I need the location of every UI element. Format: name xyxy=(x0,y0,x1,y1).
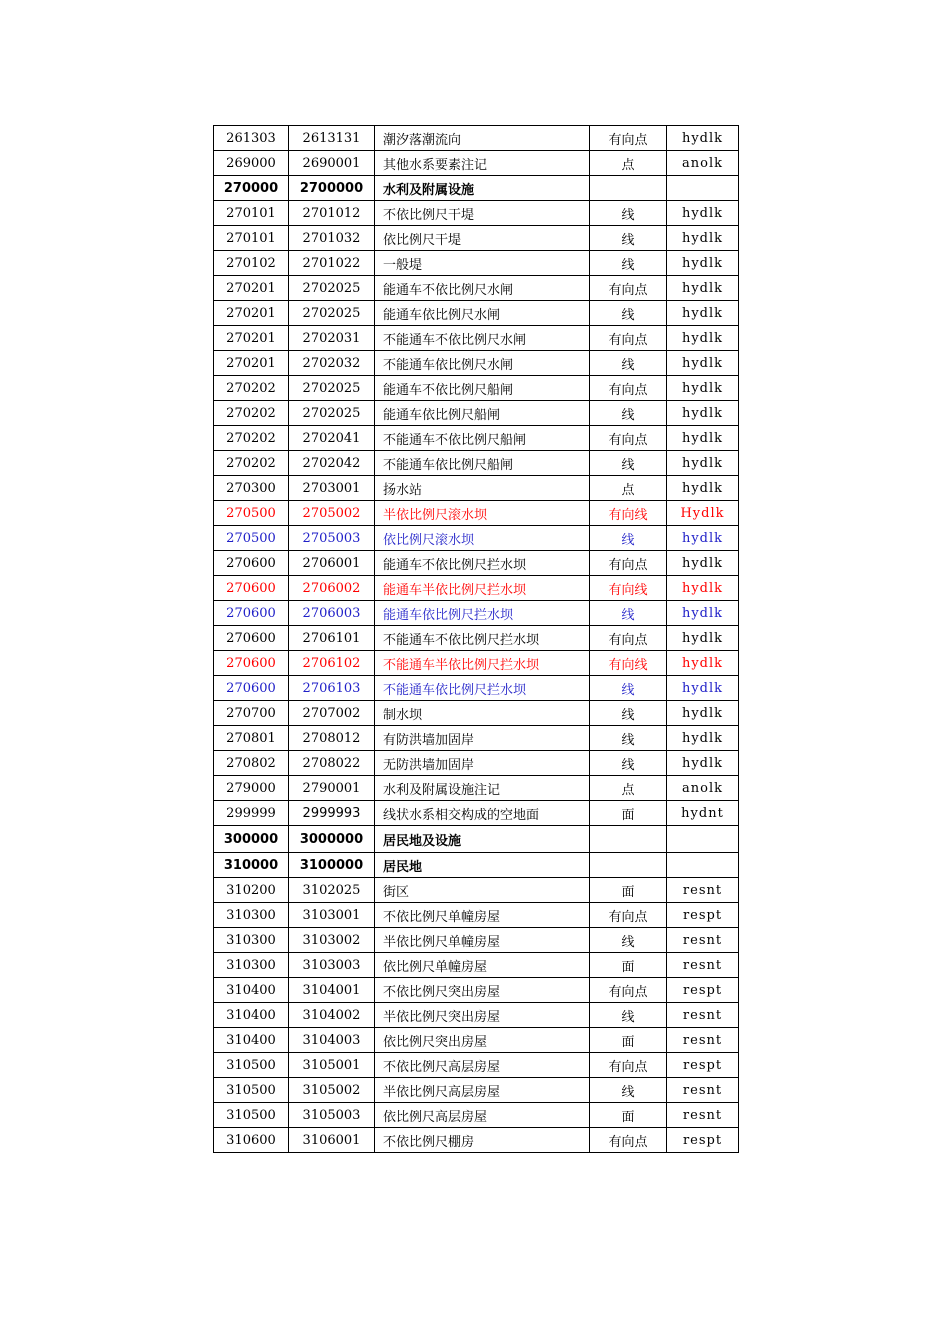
class-code-cell: 270101 xyxy=(214,226,289,251)
feature-id-cell: 3105003 xyxy=(289,1103,375,1128)
feature-name-cell: 半依比例尺滚水坝 xyxy=(375,501,590,526)
table-row xyxy=(214,978,739,1003)
layer-name-cell: hydlk xyxy=(667,526,739,551)
feature-id-cell: 2706002 xyxy=(289,576,375,601)
layer-name-cell: hydlk xyxy=(667,226,739,251)
feature-id-cell: 2702031 xyxy=(289,326,375,351)
layer-name-cell xyxy=(667,826,739,853)
feature-id-cell: 2690001 xyxy=(289,151,375,176)
class-code-cell: 270700 xyxy=(214,701,289,726)
class-code-cell: 310600 xyxy=(214,1128,289,1153)
feature-id-cell: 2706001 xyxy=(289,551,375,576)
layer-name-cell: hydlk xyxy=(667,451,739,476)
layer-name-cell: resnt xyxy=(667,928,739,953)
feature-id-cell: 2702025 xyxy=(289,401,375,426)
feature-id-cell: 2702025 xyxy=(289,301,375,326)
layer-name-cell: resnt xyxy=(667,1103,739,1128)
feature-id-cell: 3103001 xyxy=(289,903,375,928)
geometry-type-cell: 有向线 xyxy=(590,501,667,526)
geometry-type-cell: 点 xyxy=(590,476,667,501)
table-row xyxy=(214,751,739,776)
feature-name-cell: 能通车不依比例尺拦水坝 xyxy=(375,551,590,576)
feature-id-cell: 3105002 xyxy=(289,1078,375,1103)
geometry-type-cell: 线 xyxy=(590,226,667,251)
geometry-type-cell: 线 xyxy=(590,301,667,326)
table-row xyxy=(214,226,739,251)
table-row xyxy=(214,401,739,426)
class-code-cell: 270300 xyxy=(214,476,289,501)
layer-name-cell: hydlk xyxy=(667,701,739,726)
feature-id-cell: 3106001 xyxy=(289,1128,375,1153)
feature-id-cell: 3104001 xyxy=(289,978,375,1003)
geometry-type-cell: 有向点 xyxy=(590,126,667,151)
feature-name-cell: 居民地 xyxy=(375,853,590,878)
layer-name-cell: hydlk xyxy=(667,676,739,701)
table-row xyxy=(214,376,739,401)
table-row xyxy=(214,126,739,151)
feature-name-cell: 制水坝 xyxy=(375,701,590,726)
table-row xyxy=(214,776,739,801)
feature-name-cell: 不依比例尺单幢房屋 xyxy=(375,903,590,928)
feature-id-cell: 2706003 xyxy=(289,601,375,626)
class-code-cell: 261303 xyxy=(214,126,289,151)
layer-name-cell: hydlk xyxy=(667,476,739,501)
geometry-type-cell: 面 xyxy=(590,801,667,826)
feature-id-cell: 3104003 xyxy=(289,1028,375,1053)
feature-name-cell: 能通车依比例尺拦水坝 xyxy=(375,601,590,626)
class-code-cell: 270201 xyxy=(214,301,289,326)
table-row xyxy=(214,251,739,276)
layer-name-cell: resnt xyxy=(667,878,739,903)
feature-name-cell: 依比例尺高层房屋 xyxy=(375,1103,590,1128)
table-row xyxy=(214,501,739,526)
layer-name-cell: hydlk xyxy=(667,251,739,276)
geometry-type-cell: 有向点 xyxy=(590,326,667,351)
geometry-type-cell: 线 xyxy=(590,726,667,751)
feature-name-cell: 不依比例尺高层房屋 xyxy=(375,1053,590,1078)
table-body xyxy=(214,126,739,1153)
geometry-type-cell: 面 xyxy=(590,1103,667,1128)
table-row xyxy=(214,651,739,676)
feature-name-cell: 能通车不依比例尺水闸 xyxy=(375,276,590,301)
feature-id-cell: 2706103 xyxy=(289,676,375,701)
feature-name-cell: 不能通车不依比例尺船闸 xyxy=(375,426,590,451)
class-code-cell: 270000 xyxy=(214,176,289,201)
feature-id-cell: 2702025 xyxy=(289,276,375,301)
class-code-cell: 270600 xyxy=(214,626,289,651)
class-code-cell: 270101 xyxy=(214,201,289,226)
layer-name-cell: hydlk xyxy=(667,651,739,676)
layer-name-cell: hydlk xyxy=(667,601,739,626)
layer-name-cell: hydlk xyxy=(667,551,739,576)
geometry-type-cell: 线 xyxy=(590,751,667,776)
geometry-type-cell: 有向点 xyxy=(590,426,667,451)
class-code-cell: 310500 xyxy=(214,1053,289,1078)
layer-name-cell: resnt xyxy=(667,1028,739,1053)
feature-name-cell: 半依比例尺单幢房屋 xyxy=(375,928,590,953)
feature-code-table xyxy=(213,125,739,1153)
geometry-type-cell: 有向点 xyxy=(590,1053,667,1078)
layer-name-cell: respt xyxy=(667,978,739,1003)
geometry-type-cell: 线 xyxy=(590,928,667,953)
feature-name-cell: 居民地及设施 xyxy=(375,826,590,853)
geometry-type-cell: 线 xyxy=(590,676,667,701)
geometry-type-cell: 面 xyxy=(590,878,667,903)
feature-id-cell: 2706101 xyxy=(289,626,375,651)
feature-id-cell: 3102025 xyxy=(289,878,375,903)
layer-name-cell: respt xyxy=(667,903,739,928)
class-code-cell: 310300 xyxy=(214,928,289,953)
table-row xyxy=(214,576,739,601)
layer-name-cell: hydlk xyxy=(667,626,739,651)
feature-id-cell: 2702041 xyxy=(289,426,375,451)
feature-name-cell: 线状水系相交构成的空地面 xyxy=(375,801,590,826)
table-row xyxy=(214,676,739,701)
feature-id-cell: 2706102 xyxy=(289,651,375,676)
layer-name-cell: anolk xyxy=(667,776,739,801)
table-row xyxy=(214,176,739,201)
layer-name-cell: hydlk xyxy=(667,351,739,376)
geometry-type-cell: 面 xyxy=(590,953,667,978)
geometry-type-cell: 线 xyxy=(590,1078,667,1103)
layer-name-cell: resnt xyxy=(667,1003,739,1028)
feature-name-cell: 不能通车依比例尺拦水坝 xyxy=(375,676,590,701)
layer-name-cell: hydlk xyxy=(667,326,739,351)
geometry-type-cell: 线 xyxy=(590,701,667,726)
feature-id-cell: 2708022 xyxy=(289,751,375,776)
table-row xyxy=(214,826,739,853)
feature-name-cell: 一般堤 xyxy=(375,251,590,276)
layer-name-cell: respt xyxy=(667,1053,739,1078)
table-row xyxy=(214,426,739,451)
layer-name-cell: hydlk xyxy=(667,301,739,326)
class-code-cell: 270202 xyxy=(214,376,289,401)
layer-name-cell xyxy=(667,176,739,201)
table-row xyxy=(214,526,739,551)
layer-name-cell: anolk xyxy=(667,151,739,176)
table-row xyxy=(214,351,739,376)
feature-id-cell: 2707002 xyxy=(289,701,375,726)
feature-name-cell: 能通车依比例尺船闸 xyxy=(375,401,590,426)
table-row xyxy=(214,878,739,903)
layer-name-cell: hydlk xyxy=(667,576,739,601)
geometry-type-cell xyxy=(590,853,667,878)
feature-id-cell: 3104002 xyxy=(289,1003,375,1028)
table-row xyxy=(214,953,739,978)
table-row xyxy=(214,626,739,651)
table-row xyxy=(214,601,739,626)
feature-name-cell: 依比例尺干堤 xyxy=(375,226,590,251)
feature-id-cell: 2702042 xyxy=(289,451,375,476)
class-code-cell: 270600 xyxy=(214,551,289,576)
feature-id-cell: 2703001 xyxy=(289,476,375,501)
layer-name-cell: hydnt xyxy=(667,801,739,826)
feature-name-cell: 能通车不依比例尺船闸 xyxy=(375,376,590,401)
feature-name-cell: 有防洪墙加固岸 xyxy=(375,726,590,751)
geometry-type-cell: 有向点 xyxy=(590,551,667,576)
class-code-cell: 270202 xyxy=(214,401,289,426)
geometry-type-cell xyxy=(590,176,667,201)
feature-name-cell: 无防洪墙加固岸 xyxy=(375,751,590,776)
class-code-cell: 310000 xyxy=(214,853,289,878)
class-code-cell: 310500 xyxy=(214,1103,289,1128)
geometry-type-cell: 有向点 xyxy=(590,903,667,928)
geometry-type-cell: 线 xyxy=(590,201,667,226)
class-code-cell: 270500 xyxy=(214,526,289,551)
table-row xyxy=(214,1128,739,1153)
layer-name-cell: resnt xyxy=(667,1078,739,1103)
layer-name-cell: hydlk xyxy=(667,201,739,226)
table-row xyxy=(214,1003,739,1028)
feature-name-cell: 依比例尺突出房屋 xyxy=(375,1028,590,1053)
feature-name-cell: 不能通车半依比例尺拦水坝 xyxy=(375,651,590,676)
class-code-cell: 279000 xyxy=(214,776,289,801)
geometry-type-cell: 线 xyxy=(590,401,667,426)
geometry-type-cell: 线 xyxy=(590,451,667,476)
feature-name-cell: 不依比例尺棚房 xyxy=(375,1128,590,1153)
feature-id-cell: 2700000 xyxy=(289,176,375,201)
layer-name-cell: hydlk xyxy=(667,276,739,301)
geometry-type-cell: 线 xyxy=(590,351,667,376)
feature-name-cell: 潮汐落潮流向 xyxy=(375,126,590,151)
class-code-cell: 310300 xyxy=(214,903,289,928)
feature-id-cell: 3105001 xyxy=(289,1053,375,1078)
feature-name-cell: 不能通车依比例尺船闸 xyxy=(375,451,590,476)
feature-id-cell: 2701012 xyxy=(289,201,375,226)
table-row xyxy=(214,551,739,576)
geometry-type-cell: 线 xyxy=(590,526,667,551)
table-row xyxy=(214,701,739,726)
feature-id-cell: 2613131 xyxy=(289,126,375,151)
class-code-cell: 310200 xyxy=(214,878,289,903)
geometry-type-cell: 有向线 xyxy=(590,651,667,676)
layer-name-cell: hydlk xyxy=(667,426,739,451)
class-code-cell: 270801 xyxy=(214,726,289,751)
class-code-cell: 270202 xyxy=(214,426,289,451)
feature-name-cell: 能通车半依比例尺拦水坝 xyxy=(375,576,590,601)
geometry-type-cell: 有向点 xyxy=(590,626,667,651)
feature-id-cell: 2790001 xyxy=(289,776,375,801)
feature-name-cell: 能通车依比例尺水闸 xyxy=(375,301,590,326)
feature-name-cell: 半依比例尺高层房屋 xyxy=(375,1078,590,1103)
feature-name-cell: 街区 xyxy=(375,878,590,903)
table-row xyxy=(214,1103,739,1128)
class-code-cell: 270600 xyxy=(214,601,289,626)
feature-id-cell: 2708012 xyxy=(289,726,375,751)
geometry-type-cell: 有向点 xyxy=(590,978,667,1003)
table-row xyxy=(214,903,739,928)
table-row xyxy=(214,1028,739,1053)
geometry-type-cell: 有向点 xyxy=(590,376,667,401)
layer-name-cell: hydlk xyxy=(667,376,739,401)
feature-name-cell: 其他水系要素注记 xyxy=(375,151,590,176)
feature-id-cell: 3103002 xyxy=(289,928,375,953)
geometry-type-cell: 有向线 xyxy=(590,576,667,601)
layer-name-cell xyxy=(667,853,739,878)
feature-name-cell: 半依比例尺突出房屋 xyxy=(375,1003,590,1028)
class-code-cell: 310500 xyxy=(214,1078,289,1103)
feature-name-cell: 不能通车不依比例尺拦水坝 xyxy=(375,626,590,651)
geometry-type-cell: 线 xyxy=(590,1003,667,1028)
class-code-cell: 270802 xyxy=(214,751,289,776)
feature-id-cell: 2701022 xyxy=(289,251,375,276)
geometry-type-cell: 点 xyxy=(590,776,667,801)
table-row xyxy=(214,476,739,501)
feature-name-cell: 不能通车不依比例尺水闸 xyxy=(375,326,590,351)
feature-name-cell: 水利及附属设施 xyxy=(375,176,590,201)
class-code-cell: 270202 xyxy=(214,451,289,476)
class-code-cell: 310400 xyxy=(214,978,289,1003)
class-code-cell: 270201 xyxy=(214,276,289,301)
feature-id-cell: 2999993 xyxy=(289,801,375,826)
feature-name-cell: 不能通车依比例尺水闸 xyxy=(375,351,590,376)
table-row xyxy=(214,201,739,226)
table-row xyxy=(214,853,739,878)
geometry-type-cell: 线 xyxy=(590,251,667,276)
table-row xyxy=(214,326,739,351)
layer-name-cell: respt xyxy=(667,1128,739,1153)
table-row xyxy=(214,1053,739,1078)
feature-id-cell: 2702032 xyxy=(289,351,375,376)
geometry-type-cell: 线 xyxy=(590,601,667,626)
feature-id-cell: 2702025 xyxy=(289,376,375,401)
geometry-type-cell: 有向点 xyxy=(590,276,667,301)
table-row xyxy=(214,801,739,826)
feature-id-cell: 2705002 xyxy=(289,501,375,526)
class-code-cell: 310300 xyxy=(214,953,289,978)
table-row xyxy=(214,451,739,476)
table-row xyxy=(214,928,739,953)
layer-name-cell: hydlk xyxy=(667,401,739,426)
class-code-cell: 299999 xyxy=(214,801,289,826)
layer-name-cell: hydlk xyxy=(667,751,739,776)
table-row xyxy=(214,276,739,301)
feature-name-cell: 依比例尺滚水坝 xyxy=(375,526,590,551)
table-row xyxy=(214,301,739,326)
geometry-type-cell: 点 xyxy=(590,151,667,176)
layer-name-cell: resnt xyxy=(667,953,739,978)
layer-name-cell: hydlk xyxy=(667,126,739,151)
class-code-cell: 300000 xyxy=(214,826,289,853)
feature-name-cell: 扬水站 xyxy=(375,476,590,501)
class-code-cell: 270102 xyxy=(214,251,289,276)
feature-id-cell: 3100000 xyxy=(289,853,375,878)
feature-name-cell: 水利及附属设施注记 xyxy=(375,776,590,801)
class-code-cell: 269000 xyxy=(214,151,289,176)
layer-name-cell: hydlk xyxy=(667,726,739,751)
feature-id-cell: 2705003 xyxy=(289,526,375,551)
class-code-cell: 270600 xyxy=(214,576,289,601)
geometry-type-cell: 有向点 xyxy=(590,1128,667,1153)
layer-name-cell: Hydlk xyxy=(667,501,739,526)
feature-id-cell: 2701032 xyxy=(289,226,375,251)
table-row xyxy=(214,1078,739,1103)
feature-name-cell: 不依比例尺突出房屋 xyxy=(375,978,590,1003)
table-row xyxy=(214,726,739,751)
class-code-cell: 270201 xyxy=(214,351,289,376)
table-row xyxy=(214,151,739,176)
class-code-cell: 270600 xyxy=(214,676,289,701)
feature-id-cell: 3000000 xyxy=(289,826,375,853)
feature-name-cell: 依比例尺单幢房屋 xyxy=(375,953,590,978)
class-code-cell: 310400 xyxy=(214,1028,289,1053)
geometry-type-cell xyxy=(590,826,667,853)
feature-name-cell: 不依比例尺干堤 xyxy=(375,201,590,226)
class-code-cell: 270500 xyxy=(214,501,289,526)
class-code-cell: 270201 xyxy=(214,326,289,351)
class-code-cell: 270600 xyxy=(214,651,289,676)
feature-id-cell: 3103003 xyxy=(289,953,375,978)
class-code-cell: 310400 xyxy=(214,1003,289,1028)
geometry-type-cell: 面 xyxy=(590,1028,667,1053)
